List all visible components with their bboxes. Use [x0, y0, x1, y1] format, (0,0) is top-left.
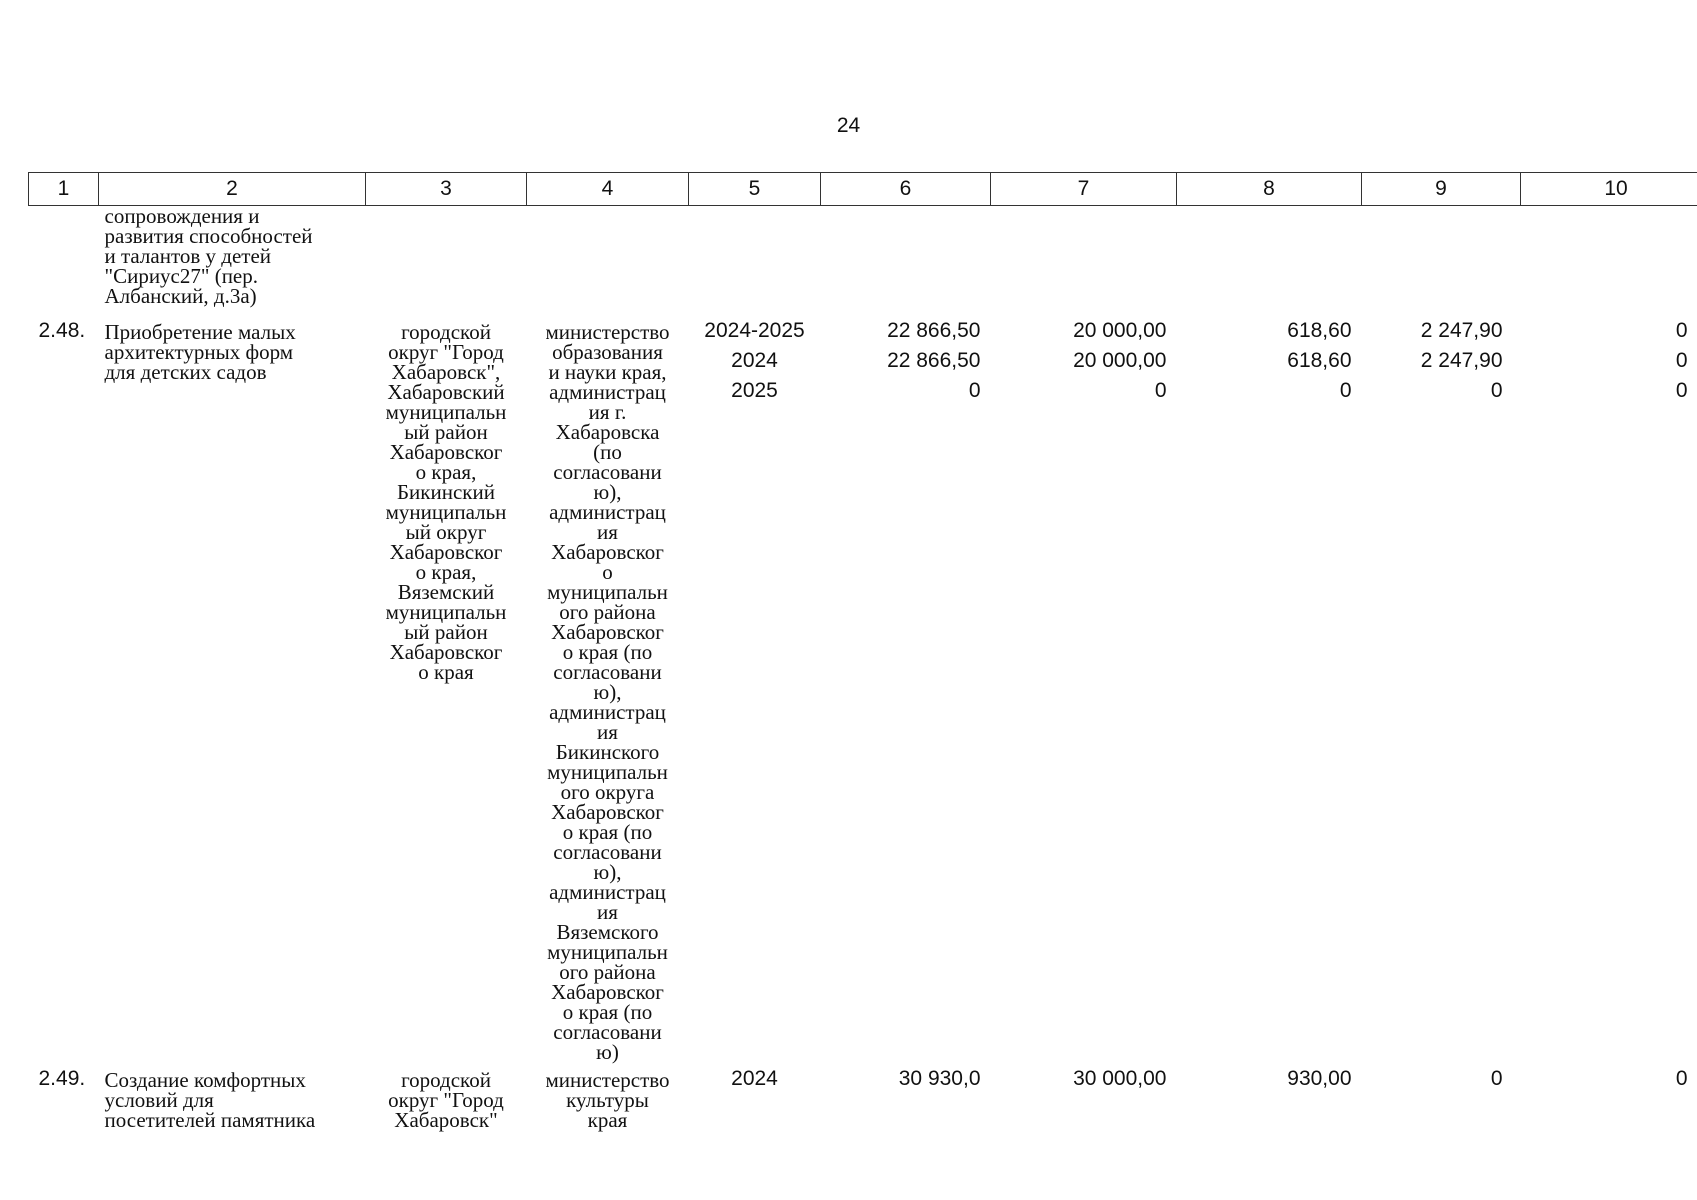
col9-cell: [1362, 1062, 1521, 1130]
amount-value: 0: [1675, 318, 1688, 342]
amount-value: 20 000,00: [1073, 348, 1167, 372]
col10-cell: [1521, 1062, 1697, 1130]
measure-name: Приобретение малых архитектурных форм для детских садов: [104, 319, 296, 384]
amount-value: 618,60: [1287, 318, 1352, 342]
table-header-row: [29, 173, 1697, 206]
column-header-7: 7: [991, 173, 1177, 206]
amount-value: 0: [1490, 1066, 1503, 1090]
col6-cell: [821, 312, 991, 1062]
column-header-3: 3: [366, 173, 527, 206]
col7-cell: [991, 312, 1177, 1062]
col9-cell: [1362, 312, 1521, 1062]
column-header-6: 6: [821, 173, 991, 206]
amount-value: 2 247,90: [1420, 348, 1503, 372]
amount-value: 0: [1675, 348, 1688, 372]
table-row-2-49: [29, 1062, 1697, 1130]
year-value: 2025: [731, 378, 778, 402]
amount-value: 30 000,00: [1073, 1066, 1167, 1090]
col10-cell: [1521, 312, 1697, 1062]
column-header-8: 8: [1177, 173, 1362, 206]
column-header-4: 4: [527, 173, 689, 206]
territory: городской округ "Город Хабаровск": [388, 1067, 504, 1132]
amount-value: 30 930,0: [898, 1066, 981, 1090]
amount-value: 0: [1675, 378, 1688, 402]
row-number: 2.48.: [38, 318, 86, 342]
column-header-2: 2: [99, 173, 366, 206]
executor: министерство культуры края: [545, 1067, 670, 1132]
amount-value: 0: [1154, 378, 1167, 402]
row-number: 2.49.: [38, 1066, 86, 1090]
table-row-continuation: [29, 206, 1697, 312]
col6-cell: [821, 1062, 991, 1130]
amount-value: 22 866,50: [887, 348, 981, 372]
table-row-2-48: [29, 312, 1697, 1062]
column-header-10: 10: [1521, 173, 1697, 206]
page-number: 24: [836, 114, 861, 137]
measure-name: Создание комфортных условий для посетителей памятника: [104, 1067, 316, 1132]
years-cell: [689, 1062, 821, 1130]
column-header-5: 5: [689, 173, 821, 206]
amount-value: 930,00: [1287, 1066, 1352, 1090]
year-value: 2024: [731, 1066, 778, 1090]
executor: министерство образования и науки края, администрац ия г. Хабаровска (по согласовани ю), администрац ия Хабаровског о муниципальн ого района Хабаровског о края (по согласовани ю), администрац ия Бикинского муниципальн ого округа Хабаровског о края (по согласовани ю), администрац ия Вяземского муниципальн ого района Хабаровског о края (по согласовани ю): [545, 319, 670, 1064]
amount-value: 0: [1339, 378, 1352, 402]
program-table: [28, 172, 1697, 1130]
year-value: 2024-2025: [704, 318, 805, 342]
territory: городской округ "Город Хабаровск", Хабаровский муниципальн ый район Хабаровског о края, Бикинский муниципальн ый округ Хабаровског о края, Вяземский муниципальн ый район Хабаровског о края: [385, 319, 507, 684]
amount-value: 0: [968, 378, 981, 402]
year-value: 2024: [731, 348, 778, 372]
continuation-text: сопровождения и развития способностей и талантов у детей "Сириус27" (пер. Албанский, д.3а): [104, 204, 313, 308]
amount-value: 618,60: [1287, 348, 1352, 372]
amount-value: 22 866,50: [887, 318, 981, 342]
amount-value: 2 247,90: [1420, 318, 1503, 342]
col8-cell: [1177, 312, 1362, 1062]
amount-value: 0: [1490, 378, 1503, 402]
col8-cell: [1177, 1062, 1362, 1130]
col7-cell: [991, 1062, 1177, 1130]
years-cell: [689, 312, 821, 1062]
amount-value: 0: [1675, 1066, 1688, 1090]
column-header-9: 9: [1362, 173, 1521, 206]
column-header-1: 1: [29, 173, 99, 206]
amount-value: 20 000,00: [1073, 318, 1167, 342]
